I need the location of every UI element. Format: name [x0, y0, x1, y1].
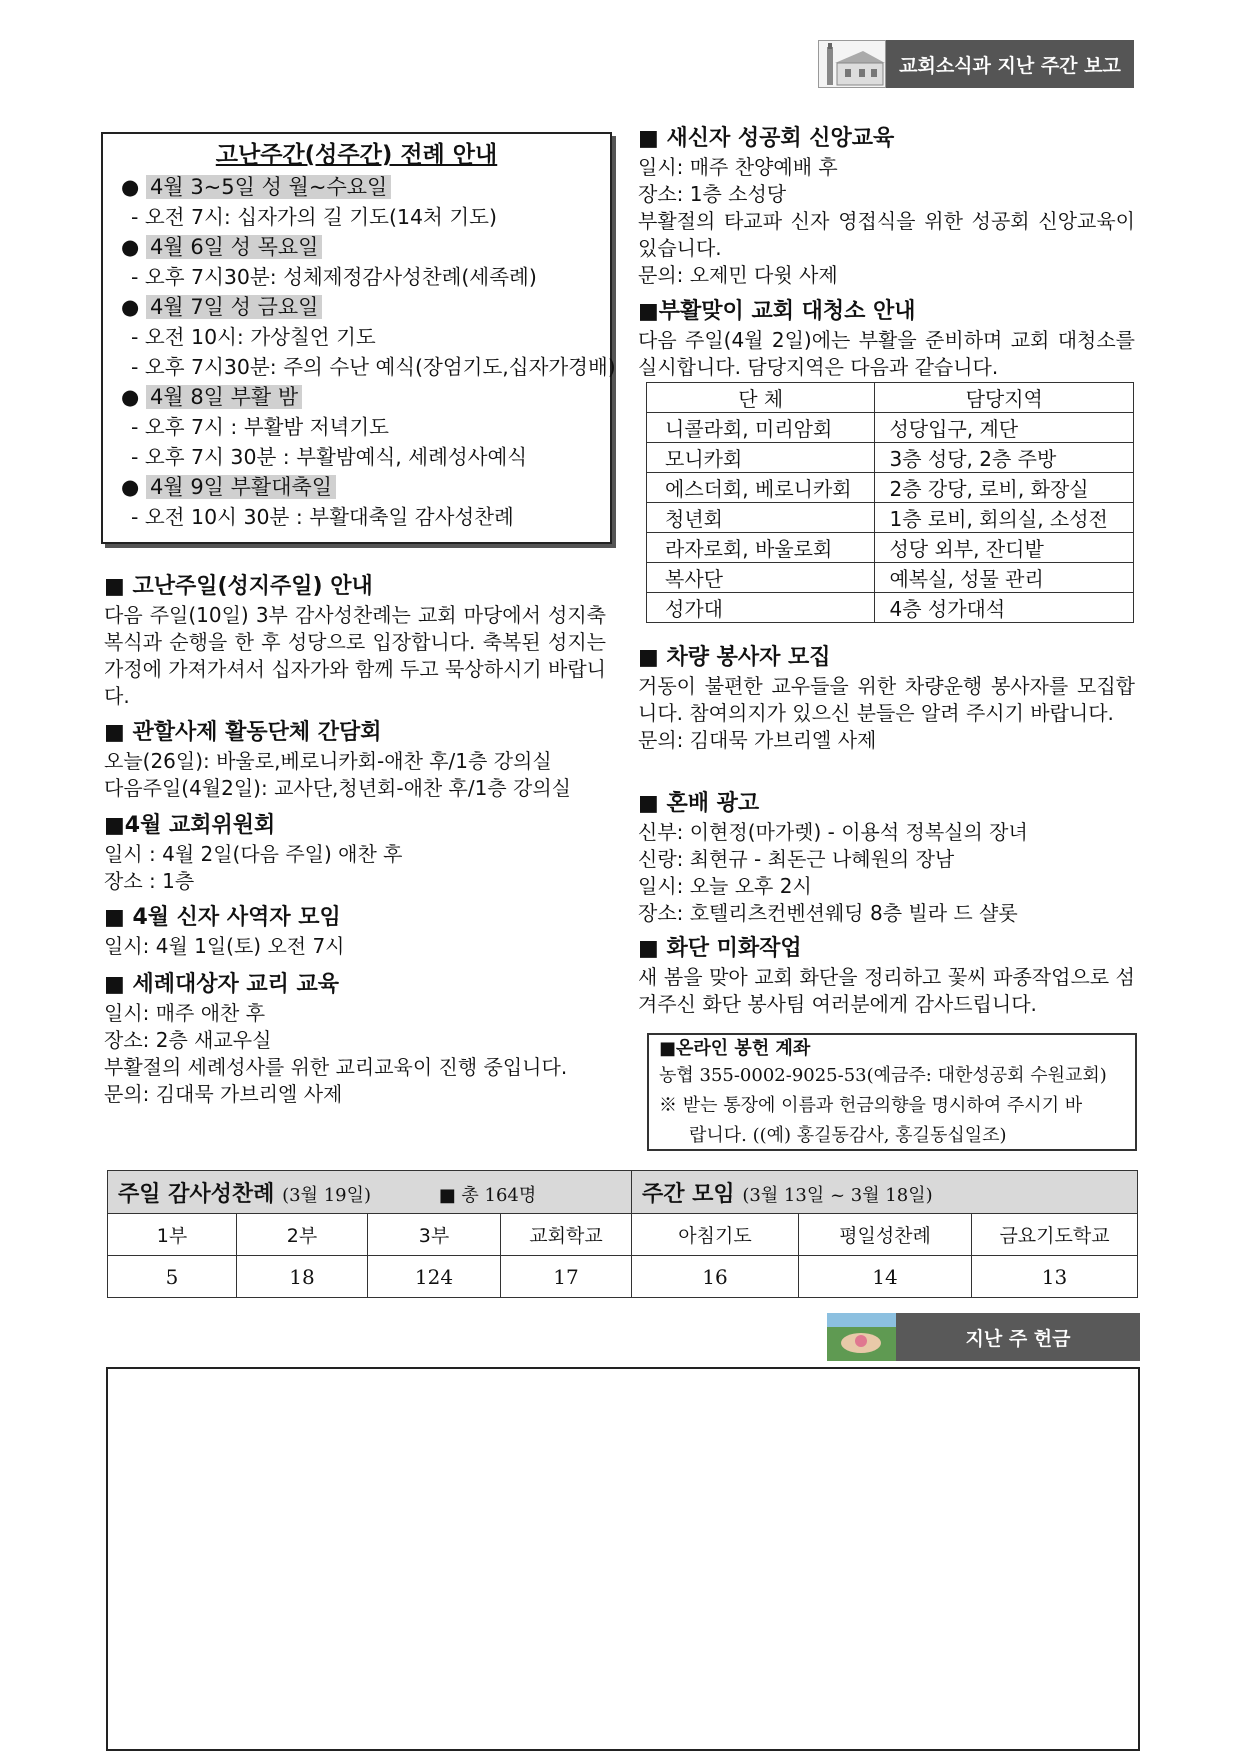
- ministers-notice: [104, 903, 606, 960]
- attendance-value-row: [108, 1256, 1138, 1298]
- catechism-line: 일시: 매주 애찬 후: [104, 1001, 266, 1025]
- garden-body: 새 봄을 맞아 교회 화단을 정리하고 꽃씨 파종작업으로 섬겨주신 화단 봉사팀 여러분에게 감사드립니다.: [638, 965, 1135, 1016]
- weekly-head: [632, 1171, 1138, 1214]
- group-cell: 니콜라회, 미리암회: [647, 413, 875, 443]
- attendance-label: 아침기도: [632, 1214, 799, 1256]
- section-header: [818, 40, 1134, 88]
- newcomer-line: 문의: 오제민 다윗 사제: [638, 263, 838, 287]
- palm-sunday-notice: [104, 572, 606, 710]
- attendance-label: 3부: [368, 1214, 501, 1256]
- drivers-title: ■ 차량 봉사자 모집: [638, 645, 831, 670]
- cleaning-notice: [638, 297, 1135, 381]
- attendance-label-row: [108, 1214, 1138, 1256]
- group-cell: 에스더회, 베로니카회: [647, 473, 875, 503]
- attendance-value: 16: [632, 1256, 799, 1298]
- palm-sunday-title: ■ 고난주일(성지주일) 안내: [104, 574, 373, 599]
- holy-week-box: [101, 132, 616, 544]
- area-cell: 4층 성가대석: [875, 593, 1134, 623]
- wedding-title: ■ 혼배 광고: [638, 791, 760, 816]
- holy-week-row: - 오전 7시: 십자가의 길 기도(14처 기도): [131, 205, 497, 229]
- group-cell: 라자로회, 바울로회: [647, 533, 875, 563]
- newcomer-title: ■ 새신자 성공회 신앙교육: [638, 126, 895, 151]
- dean-meeting-title: ■ 관할사제 활동단체 간담회: [104, 720, 382, 745]
- holy-week-row: - 오전 10시: 가상칠언 기도: [131, 325, 376, 349]
- attendance-head-row: [108, 1171, 1138, 1214]
- area-cell: 2층 강당, 로비, 화장실: [875, 473, 1134, 503]
- holy-week-row: ● 4월 6일 성 목요일: [103, 232, 610, 262]
- weekly-title: 주간 모임: [642, 1181, 735, 1207]
- attendance-label: 교회학교: [501, 1214, 632, 1256]
- attendance-value: 14: [799, 1256, 972, 1298]
- wedding-notice: [638, 789, 1135, 927]
- council-line: 일시 : 4월 2일(다음 주일) 애찬 후: [104, 842, 403, 866]
- online-line: ※ 받는 통장에 이름과 헌금의향을 명시하여 주시기 바: [659, 1095, 1083, 1116]
- newcomer-line: 일시: 매주 찬양예배 후: [638, 155, 838, 179]
- drivers-line: 문의: 김대묵 가브리엘 사제: [638, 728, 877, 752]
- sunday-date: (3월 19일): [282, 1184, 372, 1206]
- table-row: [647, 563, 1134, 593]
- sunday-title: 주일 감사성찬례: [118, 1181, 275, 1207]
- garden-notice: [638, 934, 1135, 1018]
- cleaning-table: [646, 382, 1134, 623]
- attendance-value: 17: [501, 1256, 632, 1298]
- table-row: [647, 443, 1134, 473]
- holy-week-row: ● 4월 8일 부활 밤: [103, 382, 610, 412]
- newcomer-notice: [638, 124, 1135, 289]
- wedding-line: 장소: 호텔리츠컨벤션웨딩 8층 빌라 드 샬롯: [638, 901, 1018, 925]
- online-line: 농협 355-0002-9025-53(예금주: 대한성공회 수원교회): [659, 1065, 1107, 1086]
- area-cell: 성당 외부, 잔디밭: [875, 533, 1134, 563]
- dean-meeting-notice: [104, 718, 606, 802]
- table-row: [647, 533, 1134, 563]
- sunday-total: ■ 총 164명: [438, 1184, 537, 1206]
- attendance-label: 금요기도학교: [972, 1214, 1138, 1256]
- ministers-line: 일시: 4월 1일(토) 오전 7시: [104, 934, 345, 958]
- header-title: 교회소식과 지난 주간 보고: [886, 40, 1134, 88]
- online-title: ■온라인 봉헌 계좌: [659, 1038, 811, 1059]
- holy-week-row: - 오전 10시 30분 : 부활대축일 감사성찬례: [131, 505, 514, 529]
- wedding-line: 신랑: 최현규 - 최돈근 나혜원의 장남: [638, 847, 955, 871]
- hands-thumbnail: [827, 1313, 896, 1361]
- cleaning-body: 다음 주일(4월 2일)에는 부활을 준비하며 교회 대청소를 실시합니다. 담당지역은 다음과 같습니다.: [638, 328, 1135, 379]
- catechism-line: 문의: 김대묵 가브리엘 사제: [104, 1082, 343, 1106]
- catechism-notice: [104, 970, 606, 1108]
- holy-week-row: - 오후 7시30분: 성체제정감사성찬례(세족례): [131, 265, 537, 289]
- catechism-title: ■ 세례대상자 교리 교육: [104, 972, 340, 997]
- offering-header: [827, 1313, 1140, 1361]
- wedding-line: 신부: 이현정(마가렛) - 이용석 정복실의 장녀: [638, 820, 1028, 844]
- area-cell: 예복실, 성물 관리: [875, 563, 1134, 593]
- table-header: 담당지역: [875, 383, 1134, 413]
- attendance-table: [107, 1170, 1138, 1298]
- attendance-value: 124: [368, 1256, 501, 1298]
- council-line: 장소 : 1층: [104, 869, 195, 893]
- sunday-head: [108, 1171, 632, 1214]
- attendance-label: 1부: [108, 1214, 237, 1256]
- offering-box: [106, 1367, 1140, 1751]
- holy-week-row: ● 4월 3~5일 성 월~수요일: [103, 172, 610, 202]
- table-row: [647, 503, 1134, 533]
- cleaning-title: ■부활맞이 교회 대청소 안내: [638, 299, 916, 324]
- group-cell: 모니카회: [647, 443, 875, 473]
- area-cell: 3층 성당, 2층 주방: [875, 443, 1134, 473]
- attendance-label: 평일성찬례: [799, 1214, 972, 1256]
- newcomer-body: 부활절의 타교파 신자 영접식을 위한 성공회 신앙교육이 있습니다.: [638, 209, 1135, 260]
- council-title: ■4월 교회위원회: [104, 813, 276, 838]
- holy-week-row: ● 4월 9일 부활대축일: [103, 472, 610, 502]
- catechism-line: 부활절의 세례성사를 위한 교리교육이 진행 중입니다.: [104, 1055, 568, 1079]
- weekly-date: (3월 13일 ~ 3월 18일): [742, 1184, 933, 1206]
- online-offering-box: [647, 1033, 1137, 1151]
- attendance-value: 18: [237, 1256, 368, 1298]
- holy-week-row: - 오후 7시 30분 : 부활밤예식, 세례성사예식: [131, 445, 528, 469]
- table-header: 단 체: [647, 383, 875, 413]
- group-cell: 성가대: [647, 593, 875, 623]
- holy-week-title: 고난주간(성주간) 전례 안내: [215, 142, 498, 168]
- area-cell: 성당입구, 계단: [875, 413, 1134, 443]
- newcomer-line: 장소: 1층 소성당: [638, 182, 787, 206]
- dean-meeting-line: 다음주일(4월2일): 교사단,청년회-애찬 후/1층 강의실: [104, 776, 571, 800]
- online-line: 랍니다. ((예) 홍길동감사, 홍길동십일조): [689, 1125, 1007, 1146]
- holy-week-row: - 오후 7시 : 부활밤 저녁기도: [131, 415, 389, 439]
- table-row: [647, 473, 1134, 503]
- church-thumbnail: [818, 40, 886, 88]
- garden-title: ■ 화단 미화작업: [638, 936, 802, 961]
- table-row: [647, 413, 1134, 443]
- group-cell: 복사단: [647, 563, 875, 593]
- attendance-label: 2부: [237, 1214, 368, 1256]
- holy-week-row: - 오후 7시30분: 주의 수난 예식(장엄기도,십자가경배): [131, 355, 616, 379]
- catechism-line: 장소: 2층 새교우실: [104, 1028, 272, 1052]
- holy-week-row: ● 4월 7일 성 금요일: [103, 292, 610, 322]
- wedding-line: 일시: 오늘 오후 2시: [638, 874, 812, 898]
- dean-meeting-line: 오늘(26일): 바울로,베로니카회-애찬 후/1층 강의실: [104, 749, 552, 773]
- ministers-title: ■ 4월 신자 사역자 모임: [104, 905, 341, 930]
- table-header-row: [647, 383, 1134, 413]
- council-notice: [104, 811, 606, 895]
- palm-sunday-body: 다음 주일(10일) 3부 감사성찬례는 교회 마당에서 성지축복식과 순행을 한 후 성당으로 입장합니다. 축복된 성지는 가정에 가져가셔서 십자가와 함께 두고 묵상하시기 바랍니다.: [104, 603, 606, 708]
- table-row: [647, 593, 1134, 623]
- group-cell: 청년회: [647, 503, 875, 533]
- offering-title: 지난 주 헌금: [896, 1313, 1140, 1361]
- area-cell: 1층 로비, 회의실, 소성전: [875, 503, 1134, 533]
- attendance-value: 13: [972, 1256, 1138, 1298]
- attendance-value: 5: [108, 1256, 237, 1298]
- drivers-notice: [638, 643, 1135, 754]
- drivers-body: 거동이 불편한 교우들을 위한 차량운행 봉사자를 모집합니다. 참여의지가 있으신 분들은 알려 주시기 바랍니다.: [638, 674, 1135, 725]
